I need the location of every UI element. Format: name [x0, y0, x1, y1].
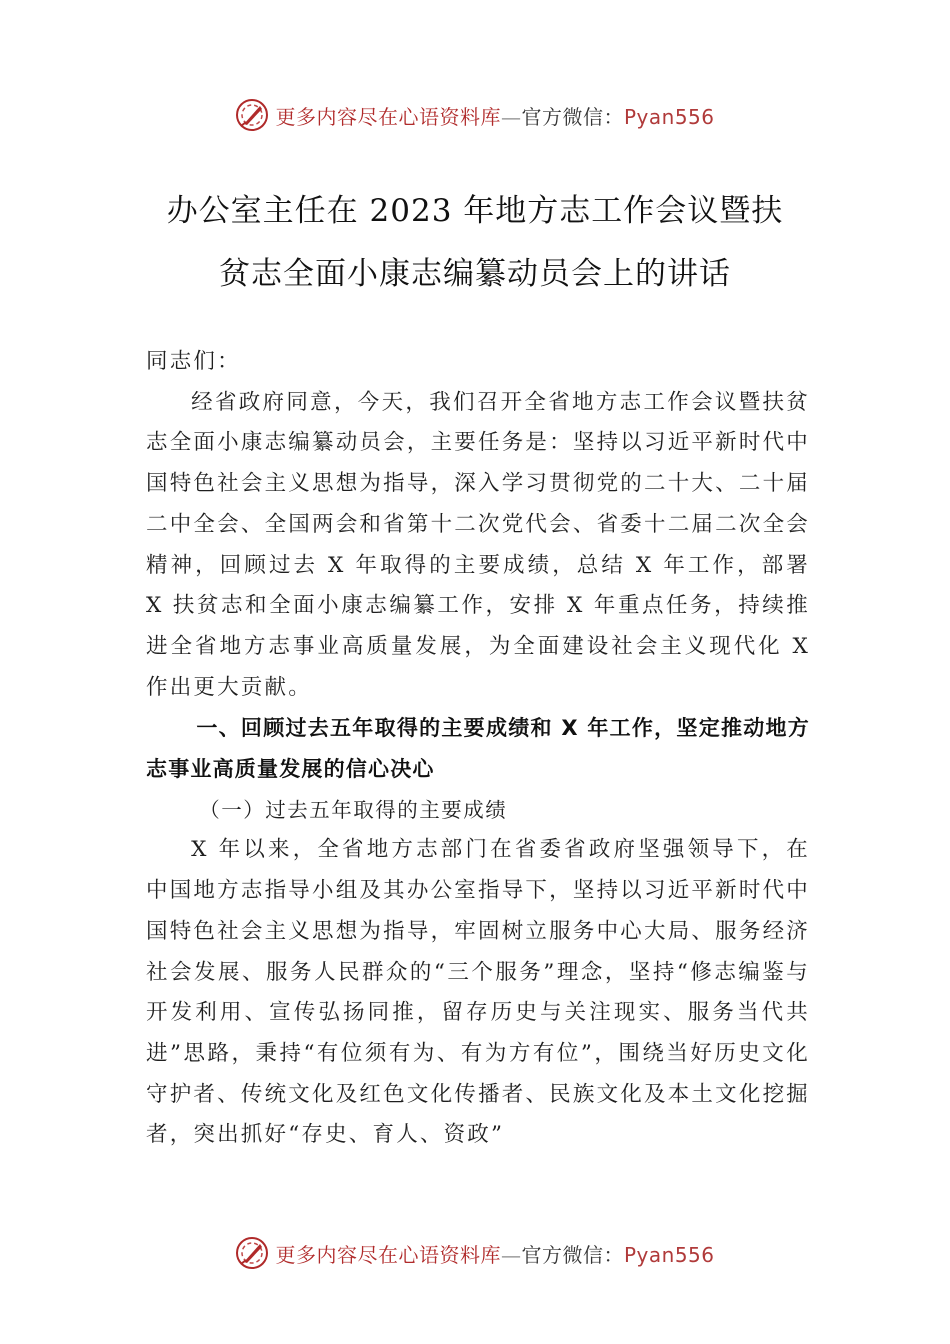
watermark-dash: — [500, 104, 522, 129]
quill-seal-icon [235, 1236, 269, 1270]
paragraph-intro: 经省政府同意，今天，我们召开全省地方志工作会议暨扶贫志全面小康志编纂动员会，主要任务是：坚持以习近平新时代中国特色社会主义思想为指导，深入学习贯彻党的二十大、二十届二中全会、全国两会和省第十二次党代会、省委十二届二次全会精神，回顾过去 X 年取得的主要成绩，总结 X 年工作，部署 X 扶贫志和全面小康志编纂工作，安排 X 年重点任务，持续推进全省地方志事业高质量发展，为全面建设社会主义现代化 X 作出更大贡献。 [146, 389, 810, 700]
watermark-wechat-label: 官方微信： [521, 104, 624, 129]
quill-seal-icon [235, 98, 269, 132]
watermark-text [275, 1239, 714, 1268]
watermark-banner-bottom [0, 1233, 950, 1273]
salutation: 同志们： [146, 349, 241, 374]
watermark-text [275, 101, 714, 130]
watermark-dash: — [500, 1242, 522, 1267]
watermark-account: Pyan556 [623, 1242, 715, 1267]
title-line-2: 贫志全面小康志编纂动员会上的讲话 [219, 256, 731, 292]
watermark-banner-top [0, 95, 950, 135]
watermark-text-red: 更多内容尽在心语资料库 [275, 104, 501, 129]
section-heading-1: 一、回顾过去五年取得的主要成绩和 X 年工作，坚定推动地方志事业高质量发展的信心决心 [146, 716, 810, 782]
watermark-account: Pyan556 [623, 104, 715, 129]
watermark-wechat-label: 官方微信： [521, 1242, 624, 1267]
paragraph-achievements: X 年以来，全省地方志部门在省委省政府坚强领导下，在中国地方志指导小组及其办公室指导下，坚持以习近平新时代中国特色社会主义思想为指导，牢固树立服务中心大局、服务经济社会发展、服务人民群众的“三个服务”理念，坚持“修志编鉴与开发利用、宣传弘扬同推，留存历史与关注现实、服务当代共进”思路，秉持“有位须有为、有为方有位”，围绕当好历史文化守护者、传统文化及红色文化传播者、民族文化及本土文化挖掘者，突出抓好“存史、育人、资政” [146, 837, 810, 1148]
document-body [146, 342, 810, 1156]
document-title [120, 180, 830, 306]
subsection-heading-1: （一）过去五年取得的主要成绩 [199, 797, 508, 822]
title-line-1: 办公室主任在 2023 年地方志工作会议暨扶 [166, 193, 784, 229]
watermark-text-red: 更多内容尽在心语资料库 [275, 1242, 501, 1267]
